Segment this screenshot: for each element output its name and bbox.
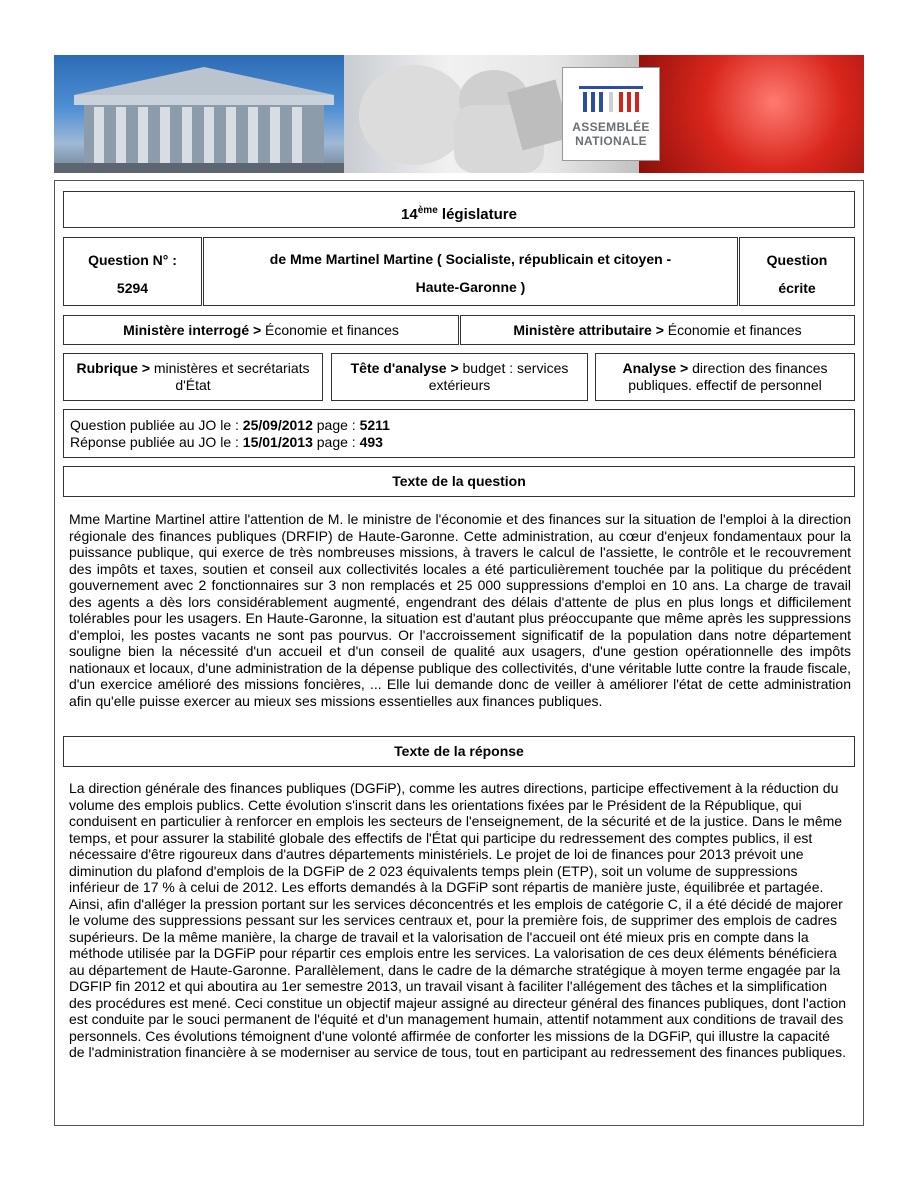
question-page: 5211 [359, 417, 390, 433]
building-illustration [54, 55, 354, 173]
analyse [596, 354, 854, 394]
ministere-attributaire-label: Ministère attributaire > [513, 322, 664, 338]
question-number-box [63, 237, 202, 306]
question-number: 5294 [116, 280, 149, 296]
logo-line-2: NATIONALE [575, 134, 647, 148]
question-type-line2: écrite [778, 280, 816, 296]
assemblee-nationale-logo [562, 67, 660, 161]
question-number-label: Question N° : [88, 252, 177, 268]
question-text-heading-box [63, 466, 855, 497]
reponse-publication [64, 434, 854, 451]
reponse-text-heading: Texte de la réponse [394, 743, 524, 759]
content-frame [54, 180, 864, 1126]
question-type-line1: Question [766, 252, 828, 268]
question-text-heading: Texte de la question [392, 473, 526, 489]
question-author: de Mme Martinel Martine ( Socialiste, républicain et citoyen - Haute-Garonne ) [269, 251, 672, 295]
ministere-interroge-value: Économie et finances [261, 322, 399, 338]
reponse-publication-prefix: Réponse publiée au JO le : [70, 434, 243, 450]
question-author-box [203, 237, 738, 306]
reponse-publication-date: 15/01/2013 [242, 434, 313, 450]
rubrique-value: ministères et secrétariats d'État [150, 360, 310, 393]
ministere-attributaire [461, 316, 854, 344]
question-publication-date: 25/09/2012 [242, 417, 313, 433]
question-text-body: Mme Martine Martinel attire l'attention de M. le ministre de l'économie et des finances sur la situation de l'emploi à la direction régionale des finances publiques (DRFIP) de Haute-Garonne. Cette administration, au cœur d'enjeux fondamentaux pour la puissance publique, qui exerce de très nombreuses missions, à travers le calcul de l'assiette, le contrôle et le recouvrement des impôts et taxes, soutien et conseil aux collectivités locales a été particulièrement touchée par la politique du précédent gouvernement avec 2 fonctionnaires sur 3 non remplacés et 25 000 suppressions d'emploi en 10 ans. La charge de travail des agents a dès lors considérablement augmenté, engendrant des délais d'attente de plus en plus longs et difficilement tolérables pour les usagers. En Haute-Garonne, la situation est d'autant plus préoccupante que même après les suppressions d'emploi, les postes vacants ne sont pas pourvus. Or l'accroissement significatif de la population dans notre département souligne bien la nécessité d'un accueil et d'un conseil de qualité aux usagers, d'une gestion opérationnelle des impôts nationaux et locaux, d'une administration de la dépense publique des collectivités, d'une véritable lutte contre la fraude fiscale, d'un exercice amélioré des missions foncières, ... Elle lui demande donc de veiller à améliorer l'état de cette administration afin qu'elle puisse exercer au mieux ses missions essentielles aux finances publiques. [69, 511, 851, 709]
rubrique-label: Rubrique > [76, 360, 150, 376]
ministere-interroge-box [63, 315, 459, 345]
hemicycle-image [639, 55, 864, 173]
reponse-page-label: page : [312, 434, 360, 450]
header-banner [54, 55, 864, 173]
tricolor-flag-icon [579, 84, 643, 114]
legislature-box [63, 191, 855, 228]
tete-analyse-label: Tête d'analyse > [350, 360, 459, 376]
reponse-page: 493 [359, 434, 383, 450]
legislature-title [64, 192, 854, 233]
ministere-attributaire-value: Économie et finances [663, 322, 802, 338]
analyse-box [595, 353, 855, 401]
question-page-label: page : [312, 417, 360, 433]
ministere-interroge [64, 316, 458, 344]
rubrique-box [63, 353, 323, 401]
analyse-label: Analyse > [622, 360, 689, 376]
tete-analyse-value: budget : services extérieurs [428, 360, 569, 393]
tete-analyse [332, 354, 587, 394]
legislature-label: législature [437, 206, 517, 223]
legislature-number: 14 [401, 206, 418, 223]
analyse-value: direction des finances publiques. effectif de personnel [628, 360, 828, 393]
question-publication-prefix: Question publiée au JO le : [70, 417, 243, 433]
question-type-box [739, 237, 855, 306]
rubrique [64, 354, 322, 394]
legislature-suffix: ème [417, 205, 438, 216]
reponse-text-heading-box [63, 736, 855, 767]
palais-bourbon-image [54, 55, 354, 173]
tete-analyse-box [331, 353, 588, 401]
reponse-text-body: La direction générale des finances publiques (DGFiP), comme les autres directions, participe effectivement à la réduction du volume des emplois publics. Cette évolution s'inscrit dans les orientations fixées par le Président de la République, qui conduisent en particulier à renforcer en emplois les secteurs de l'enseignement, de la sécurité et de la justice. Dans le même temps, et pour assurer la stabilité globale des effectifs de l'État qui participe du redressement des comptes publics, il est nécessaire d'être rigoureux dans d'autres départements ministériels. Le projet de loi de finances pour 2013 prévoit une diminution du plafond d'emplois de la DGFiP de 2 023 équivalents temps plein (ETP), soit un volume de suppressions inférieur de 17 % à celui de 2012. Les efforts demandés à la DGFiP sont répartis de manière juste, équilibrée et partagée. Ainsi, afin d'alléger la pression portant sur les services déconcentrés et les emplois de catégorie C, il a été décidé de majorer le volume des suppressions pessant sur les services centraux et, pour la première fois, de supprimer des emplois de cadres supérieurs. De la même manière, la charge de travail et la valorisation de l'accueil ont été mieux pris en compte dans la méthode utilisée par la DGFiP pour répartir ces emplois entre les services. La valorisation de ces deux éléments bénéficiera au département de Haute-Garonne. Parallèlement, dans le cadre de la démarche stratégique à moyen terme engagée par la DGFIP fin 2012 et qui aboutira au 1er semestre 2013, un travail visant à faciliter l'allégement des tâches et la simplification des procédures est mené. Ceci constitue un objectif majeur assigné au directeur général des finances publiques, dont l'action est conduite par le souci permanent de l'équité et d'un management humain, attentif notamment aux conditions de travail des personnels. Ces évolutions témoignent d'une volonté affirmée de conforter les missions de la DGFiP, qui illustre la capacité de l'administration financière à se moderniser au service de tous, tout en participant au redressement des finances publiques. [69, 780, 847, 1060]
question-publication [64, 410, 854, 434]
ministere-interroge-label: Ministère interrogé > [123, 322, 262, 338]
logo-line-1: ASSEMBLÉE [572, 120, 650, 134]
logo-text [563, 120, 659, 148]
ministere-attributaire-box [460, 315, 855, 345]
publication-box [63, 409, 855, 458]
